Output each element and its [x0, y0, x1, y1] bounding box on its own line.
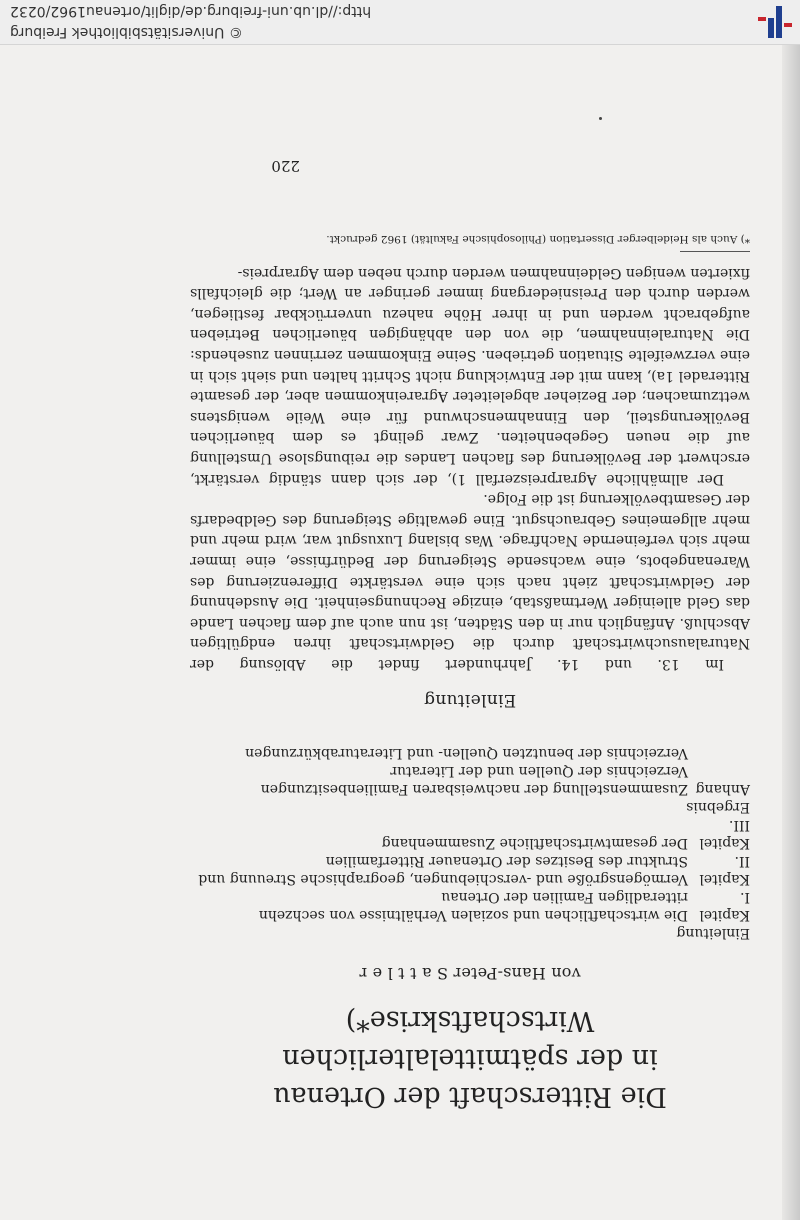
title-line-1: Die Ritterschaft der Ortenau [273, 1081, 667, 1112]
paragraph: Im 13. und 14. Jahrhundert findet die Ablösung der Naturalausuchwirtschaft durch die Geldwirtschaft ihren endgültigen Abschluß. Anfänglich nur in den Städten, ist nun auch auf dem flachen Lande das Geld alleiniger Wertmaßstab, einzige Rechnungseinheit. Die Ausdehnung der Geldwirtschaft zieht nach sich eine verstärkte Differenzierung des Warenangebots, eine wachsende Steigerung der Bedürfnisse, eine immer mehr sich verfeinernde Nachfrage. Was bislang Luxusgut war, wird mehr und mehr allgemeines Gebrauchsgut. Eine gewaltige Steigerung des Geldbedarfs der Gesamtbevölkerung ist die Folge. [190, 491, 750, 672]
toc-text: Verzeichnis der Quellen und der Literatur [390, 763, 688, 779]
toc-row [190, 924, 750, 942]
toc-label: Ergebnis [686, 799, 750, 815]
footnote-rule [680, 251, 750, 252]
toc-text: Vermögensgröße und -verschiebungen, geographische Streuung und Struktur des Besitzes der Ortenauer Ritterfamilien [198, 853, 688, 887]
author-line: von Hans-Peter S a t t l e r [359, 964, 581, 983]
toc-row [190, 798, 750, 816]
library-banner [0, 0, 800, 45]
toc-row [190, 744, 750, 762]
scan-edge [782, 0, 800, 1220]
section-heading: Einleitung [423, 690, 517, 710]
toc-label: Kapitel III. [699, 817, 750, 851]
toc-text: Verzeichnis der benutzten Quellen- und Literaturabkürzungen [245, 745, 688, 761]
paragraph: Der allmähliche Agrarpreiszerfall 1), der sich dann ständig verstärkt, erschwert der Bevölkerung des flachen Landes die reibungslose Umstellung auf die neuen Gegebenheiten. Zwar gelingt es dem bäuerlichen Bevölkerungsteil, den Einnahmenschwund für eine Weile wenigstens wettzumachen; der Bezieher abgeleiteter Agrareinkommen aber, der gesamte Ritteradel 1a), kann mit der Entwicklung nicht Schritt halten und sieht sich in eine verzweifelte Situation getrieben. Seine Einkommen zerrinnen zusehends: Die Naturaleinnahmen, die von den abhängigen bäuerlichen Betrieben aufgebracht werden und in ihrer Höhe nahezu unverrückbar festliegen, werden durch den Preisniedergang immer geringer an Wert; die gleichfalls fixierten wenigen Geldeinnahmen werden durch neben dem Agrarpreis- [190, 264, 750, 487]
title-line-2: in der spätmittelalterlichen Wirtschaftskrise*) [282, 1005, 658, 1074]
toc-text: Zusammenstellung der nachweisbaren Familienbesitzungen [260, 781, 688, 797]
article-title [190, 1001, 750, 1115]
toc-text: Der gesamtwirtschaftliche Zusammenhang [381, 835, 688, 851]
scan-speck [599, 117, 602, 120]
copyright-text: © Universitätsbibliothek Freiburg [10, 24, 243, 40]
toc-text [190, 924, 688, 942]
toc-label [688, 762, 750, 780]
toc-row [190, 888, 750, 924]
table-of-contents [190, 744, 750, 942]
document-url-link[interactable]: http://dl.ub.uni-freiburg.de/diglit/ortenau1962/0232 [10, 3, 372, 19]
toc-row [190, 780, 750, 798]
toc-row [190, 852, 750, 888]
toc-label: Kapitel I. [699, 889, 750, 923]
toc-text [190, 798, 688, 816]
toc-row [190, 816, 750, 852]
page-number: 220 [271, 157, 300, 175]
toc-row [190, 762, 750, 780]
toc-label: Anhang [695, 781, 750, 797]
university-logo-icon [754, 3, 794, 41]
toc-label: Kapitel II. [699, 853, 750, 887]
footnote: *) Auch als Heidelberger Dissertation (Philosophische Fakultät) 1962 gedruckt. [326, 233, 750, 246]
toc-label [688, 744, 750, 762]
toc-label: Einleitung [676, 925, 750, 941]
page-body [190, 233, 750, 1115]
toc-text: Die wirtschaftlichen und sozialen Verhältnisse von sechzehn ritteradligen Familien der Ortenau [258, 889, 688, 923]
